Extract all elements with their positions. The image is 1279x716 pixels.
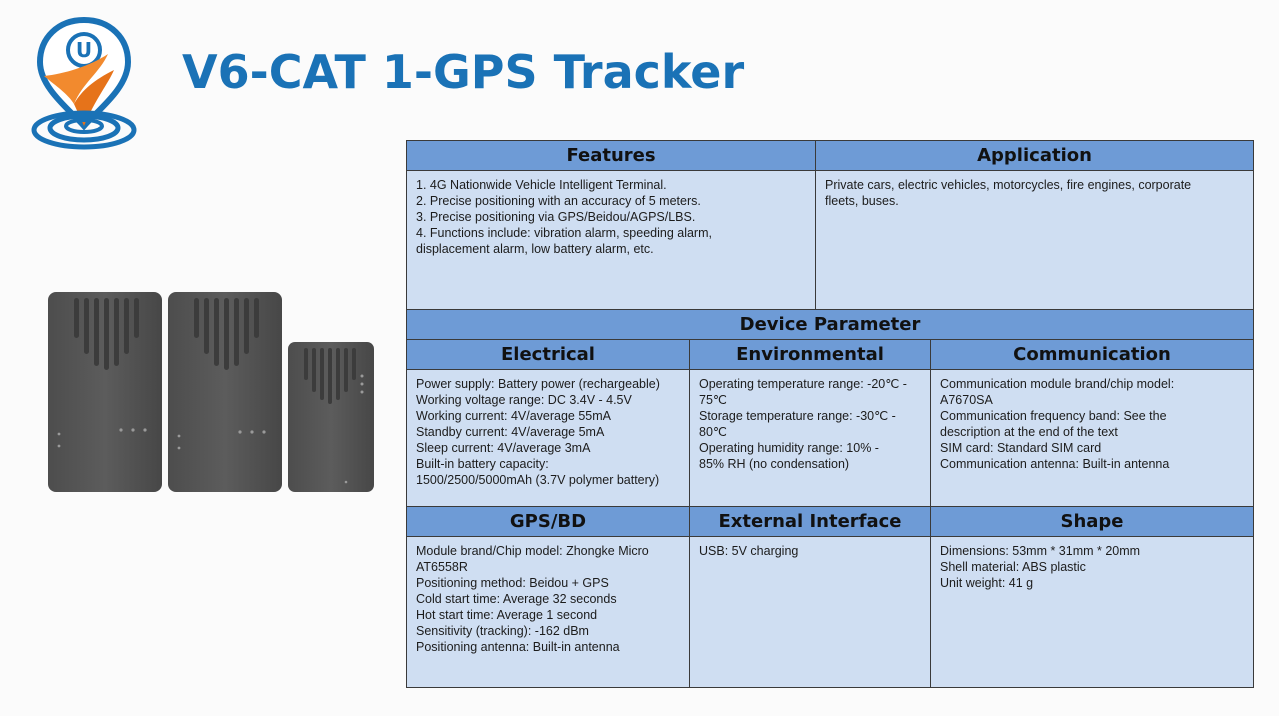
communication-cell bbox=[931, 370, 1254, 507]
environmental-line: 85% RH (no condensation) bbox=[699, 457, 850, 471]
gps-bd-line: Sensitivity (tracking): -162 dBm bbox=[416, 624, 589, 638]
electrical-line: Working voltage range: DC 3.4V - 4.5V bbox=[416, 393, 632, 407]
environmental-line: Operating temperature range: -20℃ - bbox=[699, 377, 907, 391]
communication-line: Communication antenna: Built-in antenna bbox=[940, 457, 1170, 471]
gps-bd-line: Module brand/Chip model: Zhongke Micro bbox=[416, 544, 649, 558]
external-interface-line: USB: 5V charging bbox=[699, 544, 799, 558]
gps-bd-line: Positioning method: Beidou + GPS bbox=[416, 576, 609, 590]
tracker-large-1 bbox=[48, 292, 162, 492]
application-line: Private cars, electric vehicles, motorcycles, fire engines, corporate bbox=[825, 178, 1192, 192]
features-line: 1. 4G Nationwide Vehicle Intelligent Terminal. bbox=[416, 178, 667, 192]
device-parameter-header: Device Parameter bbox=[407, 310, 1254, 340]
communication-header: Communication bbox=[931, 340, 1254, 370]
gps-bd-line: Cold start time: Average 32 seconds bbox=[416, 592, 617, 606]
features-line: 2. Precise positioning with an accuracy of 5 meters. bbox=[416, 194, 701, 208]
features-header: Features bbox=[407, 141, 816, 171]
svg-text:U: U bbox=[75, 38, 93, 62]
location-pin-u-logo bbox=[30, 14, 138, 152]
environmental-line: Operating humidity range: 10% - bbox=[699, 441, 879, 455]
environmental-header: Environmental bbox=[690, 340, 931, 370]
electrical-cell bbox=[407, 370, 690, 507]
communication-line: SIM card: Standard SIM card bbox=[940, 441, 1102, 455]
gps-tracker-devices bbox=[46, 290, 376, 496]
gps-bd-line: AT6558R bbox=[416, 560, 468, 574]
electrical-line: Power supply: Battery power (rechargeable) bbox=[416, 377, 660, 391]
application-header: Application bbox=[816, 141, 1254, 171]
tracker-large-2 bbox=[168, 292, 282, 492]
external-interface-cell bbox=[690, 537, 931, 688]
communication-line: A7670SA bbox=[940, 393, 993, 407]
shape-cell bbox=[931, 537, 1254, 688]
communication-line: description at the end of the text bbox=[940, 425, 1118, 439]
application-line: fleets, buses. bbox=[825, 194, 899, 208]
gps-bd-header: GPS/BD bbox=[407, 507, 690, 537]
tracker-small bbox=[288, 342, 374, 492]
features-cell bbox=[407, 171, 816, 310]
electrical-header: Electrical bbox=[407, 340, 690, 370]
environmental-cell bbox=[690, 370, 931, 507]
page-title: V6-CAT 1-GPS Tracker bbox=[182, 45, 745, 99]
features-line: 4. Functions include: vibration alarm, speeding alarm, bbox=[416, 226, 712, 240]
company-logo bbox=[30, 14, 138, 152]
environmental-line: Storage temperature range: -30℃ - bbox=[699, 409, 896, 423]
electrical-line: Working current: 4V/average 55mA bbox=[416, 409, 612, 423]
product-image bbox=[46, 290, 376, 496]
environmental-line: 80℃ bbox=[699, 425, 727, 439]
environmental-line: 75℃ bbox=[699, 393, 727, 407]
shape-line: Unit weight: 41 g bbox=[940, 576, 1034, 590]
electrical-line: Standby current: 4V/average 5mA bbox=[416, 425, 605, 439]
features-line: displacement alarm, low battery alarm, etc. bbox=[416, 242, 654, 256]
gps-bd-cell bbox=[407, 537, 690, 688]
shape-line: Dimensions: 53mm * 31mm * 20mm bbox=[940, 544, 1141, 558]
external-interface-header: External Interface bbox=[690, 507, 931, 537]
shape-header: Shape bbox=[931, 507, 1254, 537]
communication-line: Communication frequency band: See the bbox=[940, 409, 1167, 423]
gps-bd-line: Hot start time: Average 1 second bbox=[416, 608, 598, 622]
electrical-line: Sleep current: 4V/average 3mA bbox=[416, 441, 591, 455]
application-cell bbox=[816, 171, 1254, 310]
electrical-line: Built-in battery capacity: bbox=[416, 457, 549, 471]
spec-table bbox=[406, 140, 1253, 688]
shape-line: Shell material: ABS plastic bbox=[940, 560, 1086, 574]
gps-bd-line: Positioning antenna: Built-in antenna bbox=[416, 640, 620, 654]
communication-line: Communication module brand/chip model: bbox=[940, 377, 1175, 391]
electrical-line: 1500/2500/5000mAh (3.7V polymer battery) bbox=[416, 473, 660, 487]
features-line: 3. Precise positioning via GPS/Beidou/AGPS/LBS. bbox=[416, 210, 696, 224]
